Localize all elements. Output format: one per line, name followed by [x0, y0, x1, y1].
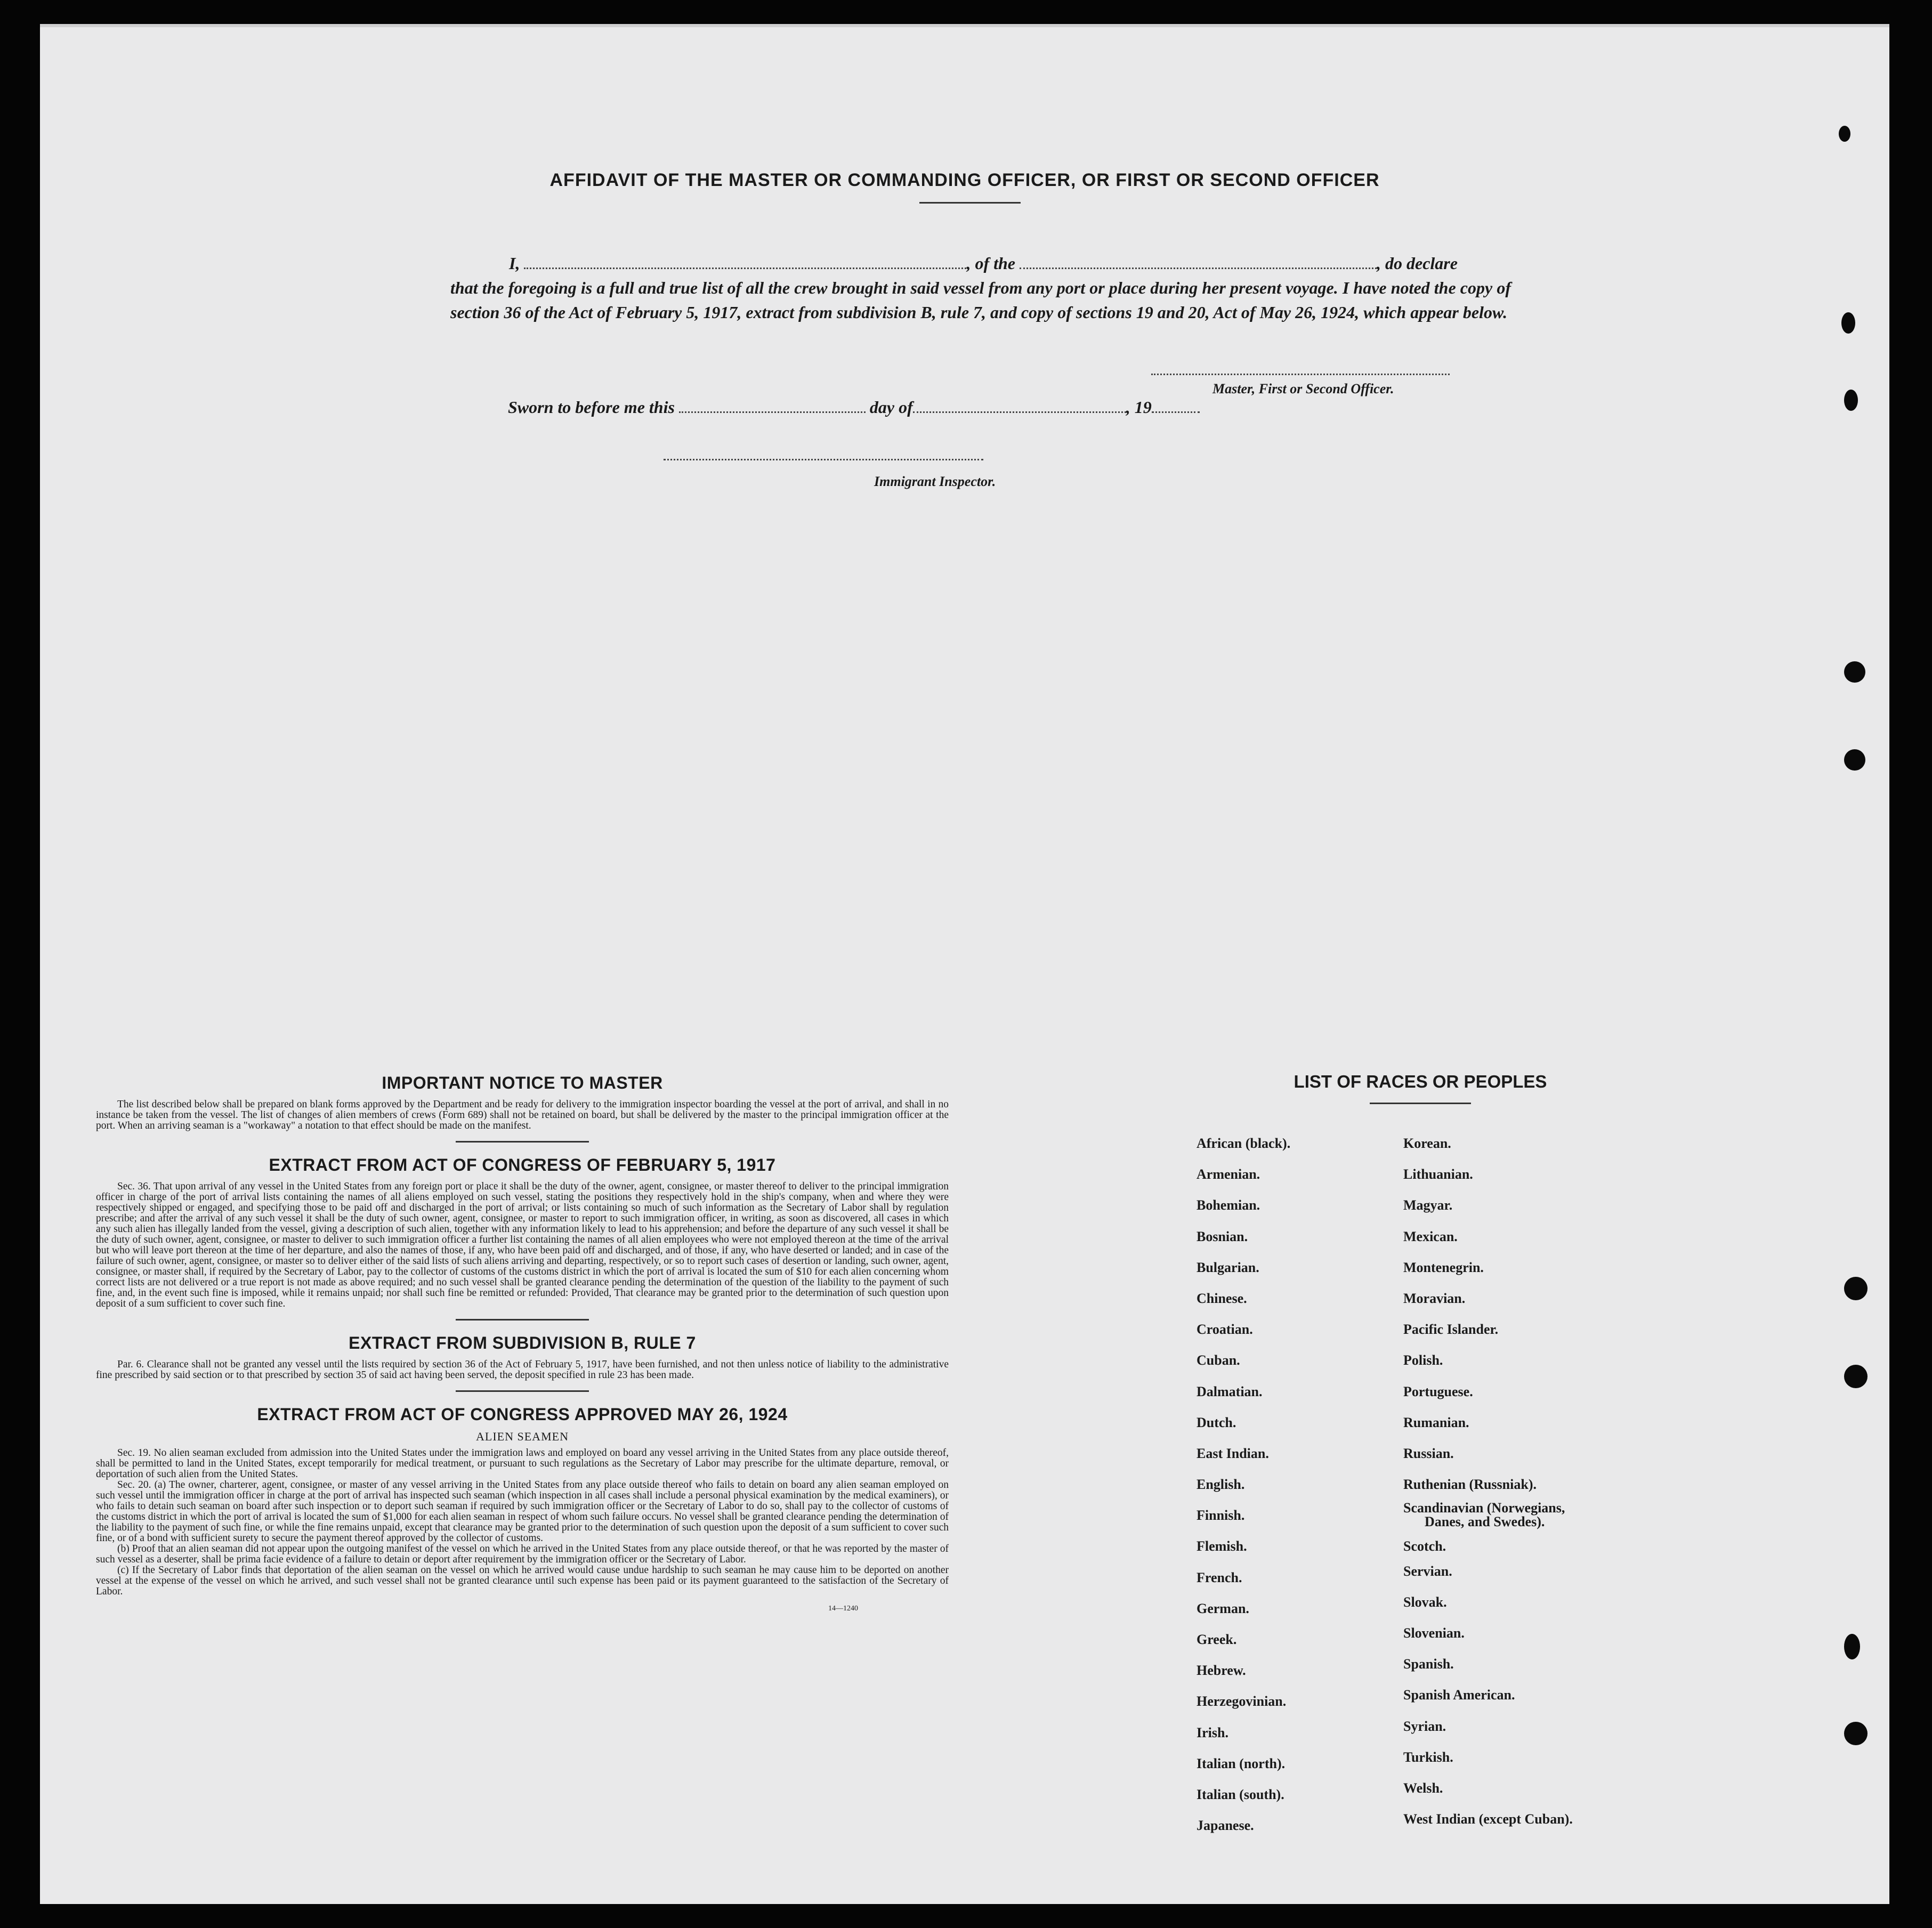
race-item: Welsh. [1403, 1780, 1443, 1796]
title-divider [919, 202, 1021, 204]
race-item: Slovenian. [1403, 1625, 1465, 1641]
legal-notices [96, 1073, 949, 1613]
notice-title: IMPORTANT NOTICE TO MASTER [382, 1073, 663, 1092]
race-item: Spanish. [1403, 1656, 1454, 1672]
race-item: Cuban. [1197, 1352, 1240, 1368]
race-item: Dutch. [1197, 1414, 1236, 1430]
race-item: Chinese. [1197, 1290, 1247, 1306]
extract-1917-section [96, 1181, 949, 1309]
sec-20c-text: (c) If the Secretary of Labor finds that deportation of the alien seaman on the vessel on which he arrived would cause undue hardship to such seaman he may cause him to be deported on another vessel at the expense of the vessel on which he arrived, and such vessel shall not be granted clearance until such expense has been paid or its payment guaranteed to the satisfaction of the Secretary of Labor. [96, 1565, 949, 1597]
notice-section [96, 1099, 949, 1131]
race-item: Dalmatian. [1197, 1383, 1263, 1399]
race-item: West Indian (except Cuban). [1403, 1811, 1573, 1827]
punch-hole [1844, 1277, 1868, 1300]
notice-text: The list described below shall be prepared on blank forms approved by the Department and be ready for delivery to the immigration inspector boarding the vessel at the port of arrival, and shall in no instance be taken from the vessel. The list of changes of alien members of crews (Form 689) shall not be retained on board, but shall be delivered by the master to the principal immigration officer at the port. When an arriving seaman is a "workaway" a notation to that effect should be made on the manifest. [96, 1099, 949, 1131]
race-item: Flemish. [1197, 1538, 1247, 1554]
race-item: Lithuanian. [1403, 1166, 1473, 1182]
race-item: Servian. [1403, 1563, 1452, 1579]
punch-hole [1844, 390, 1858, 411]
race-item: Italian (north). [1197, 1755, 1286, 1771]
declaration-line [450, 251, 1511, 276]
race-item: Scotch. [1403, 1538, 1446, 1554]
race-item: Finnish. [1197, 1508, 1245, 1524]
race-item: Russian. [1403, 1445, 1454, 1461]
extract-1924-section [96, 1448, 949, 1597]
alien-seamen-subtitle: ALIEN SEAMEN [476, 1430, 569, 1443]
sworn-month-field[interactable] [913, 411, 1126, 413]
sworn-line [508, 398, 1200, 417]
race-item: Irish. [1197, 1724, 1228, 1740]
race-item: Bosnian. [1197, 1228, 1248, 1244]
punch-hole [1844, 749, 1865, 771]
section-divider [456, 1141, 589, 1143]
race-item: Scandinavian (Norwegians, [1403, 1500, 1565, 1516]
sworn-label: Sworn to before me this [508, 398, 675, 417]
race-item: Magyar. [1403, 1197, 1453, 1213]
race-item: Moravian. [1403, 1290, 1466, 1306]
punch-hole [1844, 1722, 1868, 1745]
race-item-multiline [1403, 1501, 1573, 1532]
punch-hole [1844, 1365, 1868, 1388]
extract-rule7-text: Par. 6. Clearance shall not be granted any vessel until the lists required by section 36 of the Act of February 5, 1917, have been furnished, and not then unless notice of liability to the administrative fine prescribed by said section or to that prescribed by section 35 of said act having been served, the deposit specified in rule 23 has been made. [96, 1359, 949, 1381]
bleed-through-margin [1735, 134, 1889, 1839]
day-of-label: day of [869, 398, 913, 417]
race-item: Bulgarian. [1197, 1259, 1259, 1275]
sworn-year-field[interactable] [1152, 411, 1200, 413]
form-page [40, 24, 1889, 1904]
form-number: 14—1240 [828, 1605, 858, 1613]
extract-1917-text: Sec. 36. That upon arrival of any vessel in the United States from any foreign port or place it shall be the duty of the owner, agent, consignee, or master thereof to deliver to the principal immigration officer in charge of the port of arrival lists containing the names of all aliens employed on such vessel, stating the positions they respectively hold in the ship's company, when and where they were respectively shipped or engaged, and specifying those to be paid off and discharged in the port of arrival; or lists containing so much of such information as the Secretary of Labor shall by regulation prescribe; and after the arrival of any such vessel it shall be the duty of such owner, agent, consignee, or master to report to such immigration officer, in writing, as soon as discovered, all cases in which any such alien has illegally landed from the vessel, giving a description of such alien, together with any information likely to lead to his apprehension; and before the departure of any such vessel it shall be the duty of such owner, agent, consignee, or master to deliver to such immigration officer a further list containing the names of all alien employees who were not employed thereon at the time of the arrival but who will leave port thereon at the time of her departure, and also the names of those, if any, who have been paid off and discharged, and of those, if any, who have deserted or landed; and in case of the failure of such owner, agent, consignee, or master so to deliver either of the said lists of such aliens arriving and departing, respectively, or so to report such cases of desertion or landing, such owner, agent, consignee, or master shall, if required by the Secretary of Labor, pay to the collector of customs of the customs district in which the port of arrival is located the sum of $10 for each alien concerning whom correct lists are not delivered or a true report is not made as above required; and no such vessel shall be granted clearance pending the determination of the question of the liability to the payment of such fine, and, in the event such fine is imposed, while it remains unpaid; nor shall such fine be remitted or refunded: Provided, That clearance may be granted prior to the determination of such question upon deposit of a sum sufficient to cover such fine. [96, 1181, 949, 1309]
race-item: French. [1197, 1569, 1242, 1585]
races-column-2 [1403, 1136, 1573, 1842]
race-item-continuation: Danes, and Swedes). [1425, 1514, 1545, 1530]
race-item: Herzegovinian. [1197, 1694, 1287, 1710]
race-item: Portuguese. [1403, 1383, 1473, 1399]
punch-hole [1839, 126, 1850, 142]
race-item: Mexican. [1403, 1228, 1458, 1244]
races-divider [1370, 1103, 1471, 1104]
races-list [1181, 1072, 1660, 1834]
affidavit-body [450, 251, 1511, 325]
race-item: Pacific Islander. [1403, 1322, 1499, 1338]
race-item: Greek. [1197, 1632, 1237, 1647]
race-item: Rumanian. [1403, 1414, 1469, 1430]
race-item: Armenian. [1197, 1166, 1260, 1182]
inspector-signature-label: Immigrant Inspector. [874, 474, 996, 489]
sec-20b-text: (b) Proof that an alien seaman did not appear upon the outgoing manifest of the vessel on which he arrived in the United States from any place outside thereof, or that he was reported by the master of such vessel as a deserter, shall be prima facie evidence of a failure to detain or deport after requirement by the immigration officer or the Secretary of Labor. [96, 1543, 949, 1565]
race-item: Croatian. [1197, 1322, 1253, 1338]
race-item: Slovak. [1403, 1594, 1447, 1610]
race-item: Ruthenian (Russniak). [1403, 1477, 1537, 1493]
race-item: Syrian. [1403, 1718, 1446, 1734]
race-item: African (black). [1197, 1136, 1291, 1151]
race-item: Korean. [1403, 1136, 1451, 1151]
race-item: Bohemian. [1197, 1197, 1260, 1213]
races-title: LIST OF RACES OR PEOPLES [1294, 1072, 1547, 1091]
section-divider [456, 1319, 589, 1321]
race-item: English. [1197, 1477, 1245, 1493]
punch-hole [1841, 312, 1855, 334]
declaration-text: that the foregoing is a full and true list of all the crew brought in said vessel from any port or place during her present voyage. I have noted the copy of section 36 of the Act of February 5, 1917, extract from subdivision B, rule 7, and copy of sections 19 and 20, Act of May 26, 1924, which appear below. [450, 278, 1511, 322]
race-item: Turkish. [1403, 1749, 1453, 1765]
race-item: Italian (south). [1197, 1786, 1284, 1802]
race-item: Hebrew. [1197, 1663, 1246, 1679]
races-column-1 [1197, 1136, 1290, 1849]
section-divider [456, 1390, 589, 1392]
punch-hole [1844, 661, 1865, 683]
extract-1917-title: EXTRACT FROM ACT OF CONGRESS OF FEBRUARY 5, 1917 [269, 1155, 776, 1174]
inspector-signature-line[interactable] [664, 459, 983, 460]
race-item: German. [1197, 1600, 1249, 1616]
vessel-name-field[interactable] [1020, 268, 1377, 269]
sec-19-text: Sec. 19. No alien seaman excluded from admission into the United States under the immigration laws and employed on board any vessel arriving in the United States from any place outside thereof, shall be permitted to land in the United States, except temporarily for medical treatment, or pursuant to such regulations as the Secretary of Labor may prescribe for the ultimate departure, removal, or deportation of such alien from the United States. [96, 1447, 949, 1480]
declarant-prefix: I, [509, 254, 520, 273]
affidavit-title: AFFIDAVIT OF THE MASTER OR COMMANDING OFFICER, OR FIRST OR SECOND OFFICER [549, 170, 1380, 190]
race-item: Japanese. [1197, 1818, 1254, 1834]
race-item: Polish. [1403, 1352, 1443, 1368]
punch-hole [1844, 1634, 1860, 1659]
master-signature-line[interactable] [1151, 374, 1450, 375]
race-item: Spanish American. [1403, 1687, 1515, 1703]
do-declare-label: , do declare [1377, 254, 1458, 273]
sworn-day-field[interactable] [679, 411, 866, 413]
of-the-label: , of the [966, 254, 1015, 273]
extract-1924-title: EXTRACT FROM ACT OF CONGRESS APPROVED MAY 26, 1924 [257, 1405, 788, 1424]
year-prefix-label: , 19 [1126, 398, 1152, 417]
race-item: East Indian. [1197, 1445, 1269, 1461]
master-signature-label: Master, First or Second Officer. [1212, 381, 1394, 396]
extract-rule7-title: EXTRACT FROM SUBDIVISION B, RULE 7 [349, 1333, 696, 1352]
extract-rule7-section [96, 1359, 949, 1381]
race-item: Montenegrin. [1403, 1259, 1484, 1275]
declarant-name-field[interactable] [524, 268, 966, 269]
sec-20a-text: Sec. 20. (a) The owner, charterer, agent, consignee, or master of any vessel arriving in the United States from any place outside thereof who fails to detain on board any alien seaman employed on such vessel until the immigration officer in charge at the port of arrival has inspected such seaman (which inspection in all cases shall include a personal physical examination by the medical examiners), or who fails to detain such seaman on board after such inspection or to deport such seaman if required by such immigration officer or the Secretary of Labor to do so, shall pay to the collector of customs of the customs district in which the port of arrival is located the sum of $1,000 for each alien seaman in respect of whom such failure occurs. No vessel shall be granted clearance pending the determination of the liability to the payment of such fine, or while the fine remains unpaid, except that clearance may be granted prior to the determination of such question upon the deposit of a sum sufficient to cover such fine, or of a bond with sufficient surety to secure the payment thereof approved by the collector of customs. [96, 1479, 949, 1544]
